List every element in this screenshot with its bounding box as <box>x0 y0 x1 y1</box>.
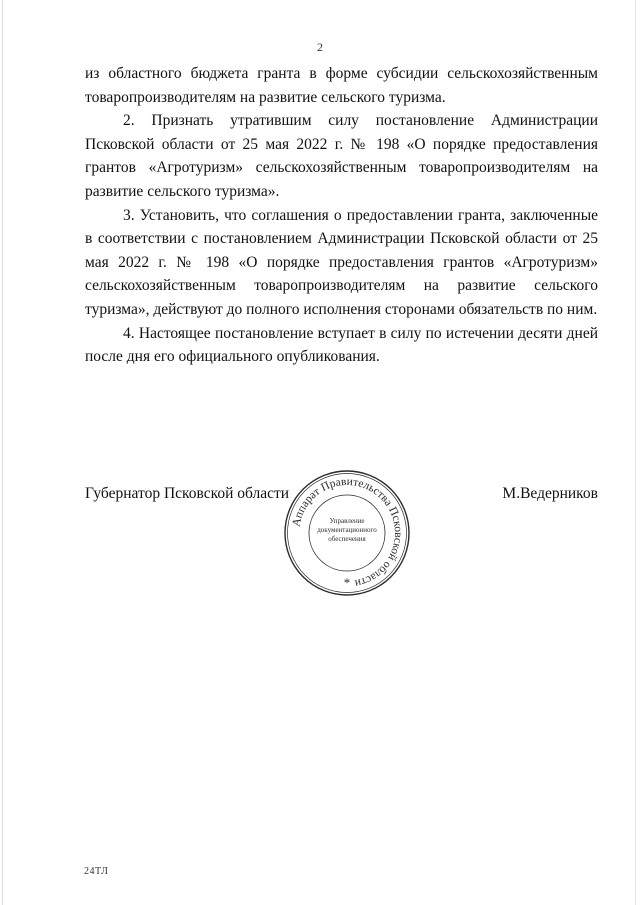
signatory-name: М.Ведерников <box>502 485 598 502</box>
official-seal <box>282 468 412 598</box>
seal-ring-text: Аппарат Правительства Псковской области <box>290 475 405 590</box>
seal-center-line-1: Управление <box>329 517 365 525</box>
document-code: 24ТЛ <box>84 866 109 877</box>
signatory-position: Губернатор Псковской области <box>85 485 290 502</box>
scan-edge-left <box>2 0 3 905</box>
seal-star: * <box>343 575 351 590</box>
scan-edge-right <box>635 0 636 905</box>
paragraph-2: 2. Признать утратившим силу постановление Администрации Псковской области от 25 мая 2022 г. № 198 «О порядке предоставления грантов «Агротуризм» сельскохозяйственным товаропроизводителям на развитие сельского туризма». <box>85 112 598 200</box>
paragraph-3: 3. Установить, что соглашения о предоставлении гранта, заключенные в соответствии с постановлением Администрации Псковской области от 25 мая 2022 г. № 198 «О порядке предоставления грантов «Агротуризм» сельскохозяйственным товаропроизводителям на развитие сельского туризма», действуют до полного исполнения сторонами обязательств по ним. <box>85 206 598 318</box>
paragraph-continuation: из областного бюджета гранта в форме субсидии сельскохозяйственным товаропроизводителям на развитие сельского туризма. <box>85 65 598 106</box>
document-body <box>85 62 598 369</box>
seal-center-line-2: документационного <box>317 526 377 534</box>
paragraph-4: 4. Настоящее постановление вступает в силу по истечении десяти дней после дня его официального опубликования. <box>85 324 598 366</box>
seal-center-line-3: обеспечения <box>328 535 366 543</box>
page-number: 2 <box>317 40 323 54</box>
